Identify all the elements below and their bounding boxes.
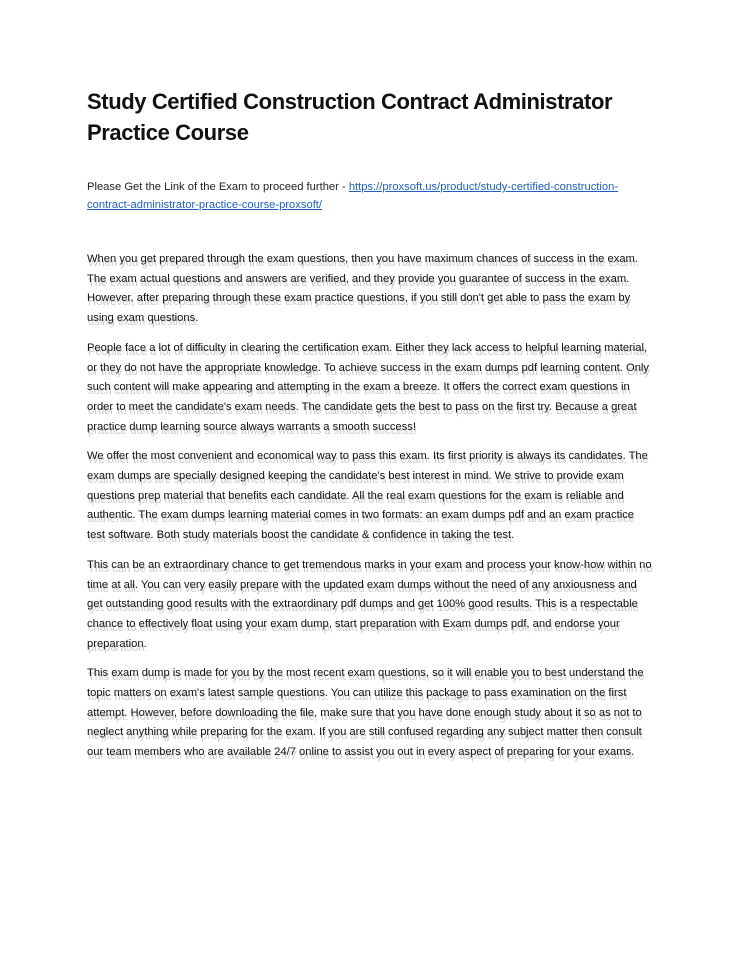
intro-line — [87, 178, 647, 214]
intro-prefix: Please Get the Link of the Exam to proceed further - — [87, 181, 349, 193]
paragraph: When you get prepared through the exam questions, then you have maximum chances of success in the exam. The exam actual questions and answers are verified, and they provide you guarantee of success in the exam. However, after preparing through these exam practice questions, if you still don't get able to pass the exam by using exam questions. — [87, 253, 638, 325]
paragraph: People face a lot of difficulty in clearing the certification exam. Either they lack access to helpful learning material, or they do not have the appropriate knowledge. To achieve success in the exam dumps pdf learning content. Only such content will make appearing and attempting in the exam a breeze. It offers the correct exam questions in order to meet the candidate's exam needs. The candidate gets the best to pass on the first try. Because a great practice dump learning source always warrants a smooth success! — [87, 341, 649, 433]
paragraph: We offer the most convenient and economical way to pass this exam. Its first priority is always its candidates. The exam dumps are specially designed keeping the candidate's best interest in mind. We strive to provide exam questions prep material that benefits each candidate. All the real exam questions for the exam is reliable and authentic. The exam dumps learning material comes in two formats: an exam dumps pdf and an exam practice test software. Both study materials boost the candidate & confidence in taking the test. — [87, 450, 648, 542]
body-text — [87, 250, 653, 773]
exam-link[interactable]: https://proxsoft.us/product/study-certified-construction-contract-administrator-practice-course-proxsoft/ — [87, 181, 619, 211]
paragraph: This can be an extraordinary chance to get tremendous marks in your exam and process your know-how within no time at all. You can very easily prepare with the updated exam dumps without the need of any anxiousness and get outstanding good results with the extraordinary pdf dumps and get 100% good results. This is a respectable chance to effectively float using your exam dump, start preparation with Exam dumps pdf, and endorse your preparation. — [87, 558, 652, 650]
paragraph: This exam dump is made for you by the most recent exam questions, so it will enable you to best understand the topic matters on exam's latest sample questions. You can utilize this package to pass examination on the first attempt. However, before downloading the file, make sure that you have done enough study about it so as not to neglect anything while preparing for the exam. If you are still confused regarding any subject matter then consult our team members who are available 24/7 online to assist you out in every aspect of preparing for your exams. — [87, 667, 644, 759]
page-title: Study Certified Construction Contract Administrator Practice Course — [87, 89, 613, 145]
